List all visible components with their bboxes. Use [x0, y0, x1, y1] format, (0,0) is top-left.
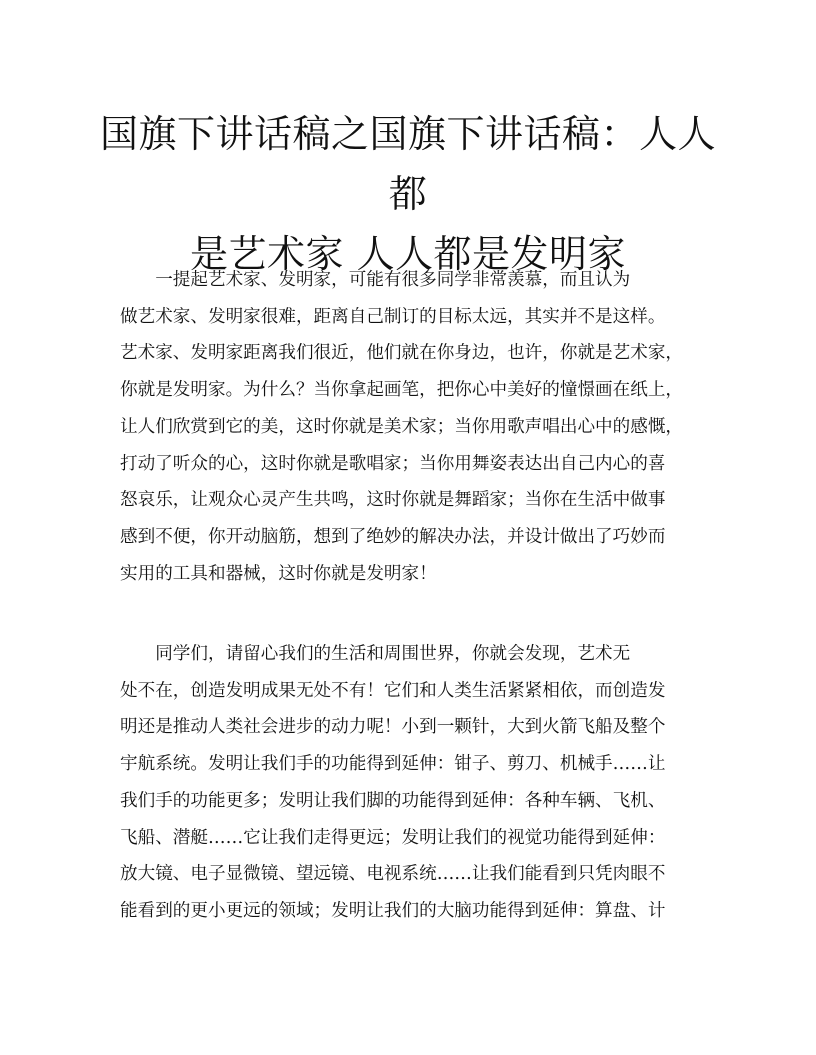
- text-line: 做艺术家、发明家很难，距离自己制订的目标太远，其实并不是这样。: [120, 306, 666, 327]
- text-line: 一提起艺术家、发明家，可能有很多同学非常羡慕，而且认为: [120, 270, 631, 290]
- text-line: 明还是推动人类社会进步的动力呢！小到一颗针，大到火箭飞船及整个: [120, 717, 666, 738]
- paragraph-2: [120, 636, 698, 930]
- text-line: 艺术家、发明家距离我们很近，他们就在你身边，也许，你就是艺术家，: [120, 343, 684, 364]
- text-line: 怒哀乐，让观众心灵产生共鸣，这时你就是舞蹈家；当你在生活中做事: [120, 490, 666, 511]
- text-line: 让人们欣赏到它的美，这时你就是美术家；当你用歌声唱出心中的感慨，: [120, 416, 684, 437]
- paragraph-1: [120, 262, 698, 592]
- text-line: 实用的工具和器械，这时你就是发明家！: [120, 563, 437, 584]
- text-line: 放大镜、电子显微镜、望远镜、电视系统……让我们能看到只凭肉眼不: [120, 864, 666, 885]
- title-line: 国旗下讲话稿之国旗下讲话稿：人人都: [100, 112, 717, 216]
- text-line: 能看到的更小更远的领域；发明让我们的大脑功能得到延伸：算盘、计: [120, 900, 666, 921]
- text-line: 我们手的功能更多；发明让我们脚的功能得到延伸：各种车辆、飞机、: [120, 790, 666, 811]
- text-line: 打动了听众的心，这时你就是歌唱家；当你用舞姿表达出自己内心的喜: [120, 453, 666, 474]
- title-line: 是艺术家 人人都是发明家: [189, 232, 627, 276]
- text-line: 你就是发明家。为什么？当你拿起画笔，把你心中美好的憧憬画在纸上，: [120, 380, 684, 401]
- text-line: 飞船、潜艇……它让我们走得更远；发明让我们的视觉功能得到延伸：: [120, 827, 666, 848]
- text-line: 同学们，请留心我们的生活和周围世界，你就会发现，艺术无: [120, 644, 631, 664]
- page-title: [100, 104, 716, 284]
- text-line: 处不在，创造发明成果无处不有！它们和人类生活紧紧相依，而创造发: [120, 680, 666, 701]
- text-line: 宇航系统。发明让我们手的功能得到延伸：钳子、剪刀、机械手……让: [120, 754, 666, 775]
- text-line: 感到不便，你开动脑筋，想到了绝妙的解决办法，并设计做出了巧妙而: [120, 526, 666, 547]
